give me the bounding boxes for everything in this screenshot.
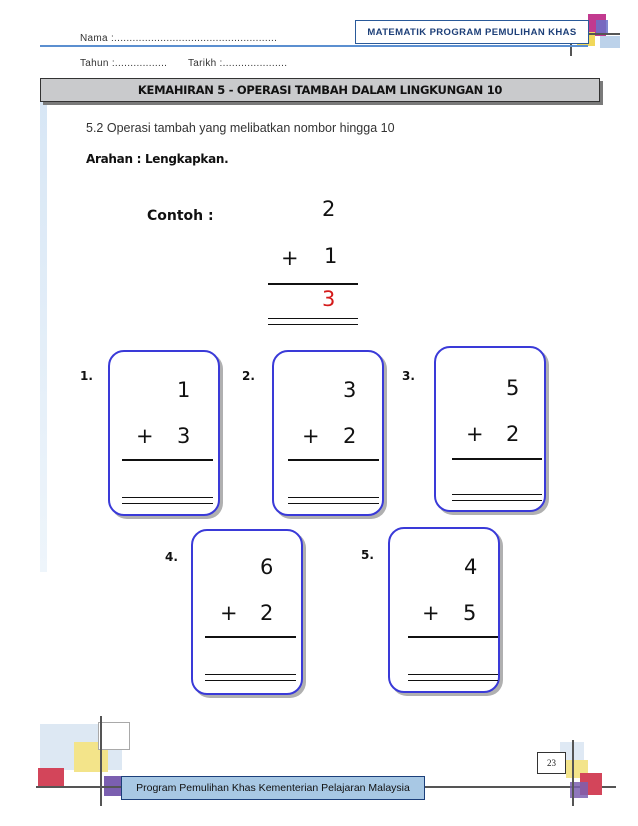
nama-field: Nama :..................................................... — [80, 33, 278, 44]
skill-banner: KEMAHIRAN 5 - OPERASI TAMBAH DALAM LINGKUNGAN 10 — [40, 78, 600, 102]
question-number: 4. — [165, 550, 178, 564]
operator: + — [302, 424, 320, 448]
program-label: MATEMATIK PROGRAM PEMULIHAN KHAS — [355, 20, 589, 44]
answer-double-line[interactable] — [205, 674, 296, 681]
left-decorative-stripe — [40, 92, 47, 572]
operator: + — [136, 424, 154, 448]
header-rule — [40, 45, 588, 47]
sum-line — [288, 459, 379, 461]
top-number: 3 — [343, 378, 357, 402]
instruction: Arahan : Lengkapkan. — [86, 152, 229, 166]
question-number: 5. — [361, 548, 374, 562]
bottom-number: 2 — [343, 424, 357, 448]
deco-square-blue — [596, 20, 608, 34]
footer-program: Program Pemulihan Khas Kementerian Pelajaran Malaysia — [121, 776, 425, 800]
question-card — [434, 346, 546, 512]
bottom-number: 2 — [506, 422, 520, 446]
tahun-field: Tahun :................. — [80, 58, 168, 69]
sum-line — [205, 636, 296, 638]
question-number: 1. — [80, 369, 93, 383]
deco-line-vertical-right — [572, 740, 574, 806]
operator: + — [220, 601, 238, 625]
deco-block-white — [98, 722, 130, 750]
question-number: 3. — [402, 369, 415, 383]
bottom-number: 3 — [177, 424, 191, 448]
example-operator: + — [281, 246, 299, 270]
answer-double-line[interactable] — [452, 494, 542, 501]
operator: + — [466, 422, 484, 446]
deco-line-vertical — [100, 716, 102, 806]
sum-line — [122, 459, 213, 461]
sum-line — [408, 636, 498, 638]
top-number: 4 — [464, 555, 478, 579]
top-number: 5 — [506, 376, 520, 400]
bottom-number: 5 — [463, 601, 477, 625]
sum-line — [452, 458, 542, 460]
top-number: 6 — [260, 555, 274, 579]
question-card — [272, 350, 384, 516]
answer-double-line[interactable] — [408, 674, 498, 681]
question-card — [388, 527, 500, 693]
question-card — [191, 529, 303, 695]
question-number: 2. — [242, 369, 255, 383]
operator: + — [422, 601, 440, 625]
answer-double-line[interactable] — [122, 497, 213, 504]
bottom-number: 2 — [260, 601, 274, 625]
page-number: 23 — [537, 752, 566, 774]
example-top-number: 2 — [322, 197, 336, 221]
example-double-line — [268, 318, 358, 325]
example-bottom-number: 1 — [324, 244, 338, 268]
tarikh-field: Tarikh :..................... — [188, 58, 288, 69]
example-answer: 3 — [322, 287, 336, 311]
answer-double-line[interactable] — [288, 497, 379, 504]
section-subtitle: 5.2 Operasi tambah yang melibatkan nombor hingga 10 — [86, 121, 395, 135]
top-number: 1 — [177, 378, 191, 402]
deco-square-lightblue — [600, 36, 620, 48]
example-label: Contoh : — [147, 208, 214, 224]
question-card — [108, 350, 220, 516]
example-sum-line — [268, 283, 358, 285]
deco-block-red — [38, 768, 64, 788]
